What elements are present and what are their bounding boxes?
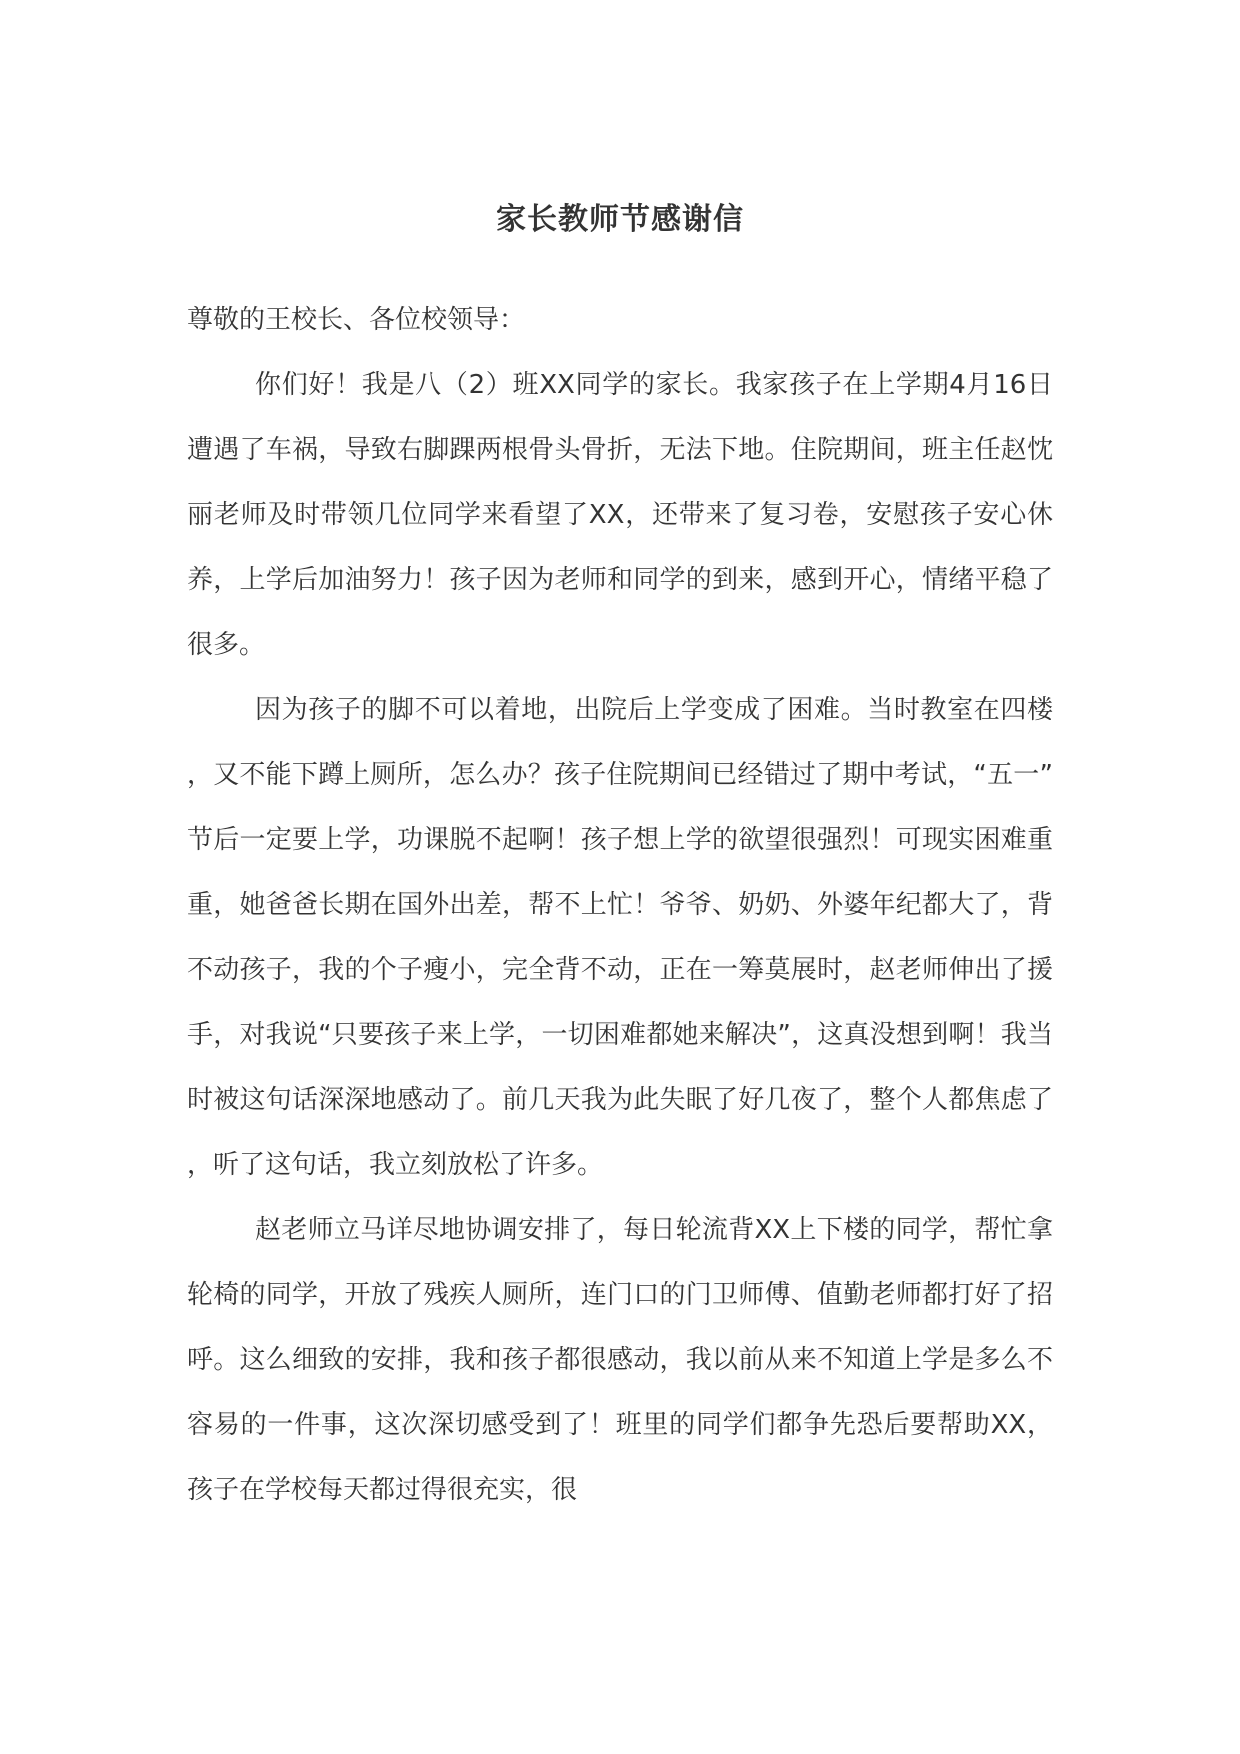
paragraph-3: 赵老师立马详尽地协调安排了，每日轮流背XX上下楼的同学，帮忙拿轮椅的同学，开放了残疾人厕所，连门口的门卫师傅、值勤老师都打好了招呼。这么细致的安排，我和孩子都很感动，我以前从来不知道上学是多么不容易的一件事，这次深切感受到了！班里的同学们都争先恐后要帮助XX，孩子在学校每天都过得很充实，很: [187, 1215, 1053, 1505]
letter-body: [187, 288, 1053, 1523]
paragraph-2: 因为孩子的脚不可以着地，出院后上学变成了困难。当时教室在四楼，又不能下蹲上厕所，怎么办？孩子住院期间已经错过了期中考试，“五一”节后一定要上学，功课脱不起啊！孩子想上学的欲望很强烈！可现实困难重重，她爸爸长期在国外出差，帮不上忙！爷爷、奶奶、外婆年纪都大了，背不动孩子，我的个子瘦小，完全背不动，正在一筹莫展时，赵老师伸出了援手，对我说“只要孩子来上学，一切困难都她来解决”，这真没想到啊！我当时被这句话深深地感动了。前几天我为此失眠了好几夜了，整个人都焦虑了，听了这句话，我立刻放松了许多。: [187, 695, 1053, 1180]
document-title: 家长教师节感谢信: [496, 202, 744, 237]
salutation: 尊敬的王校长、各位校领导：: [187, 305, 526, 335]
paragraph-1: 你们好！我是八（2）班XX同学的家长。我家孩子在上学期4月16日遭遇了车祸，导致右脚踝两根骨头骨折，无法下地。住院期间，班主任赵忱丽老师及时带领几位同学来看望了XX，还带来了复习卷，安慰孩子安心休养，上学后加油努力！孩子因为老师和同学的到来，感到开心，情绪平稳了很多。: [187, 370, 1053, 660]
